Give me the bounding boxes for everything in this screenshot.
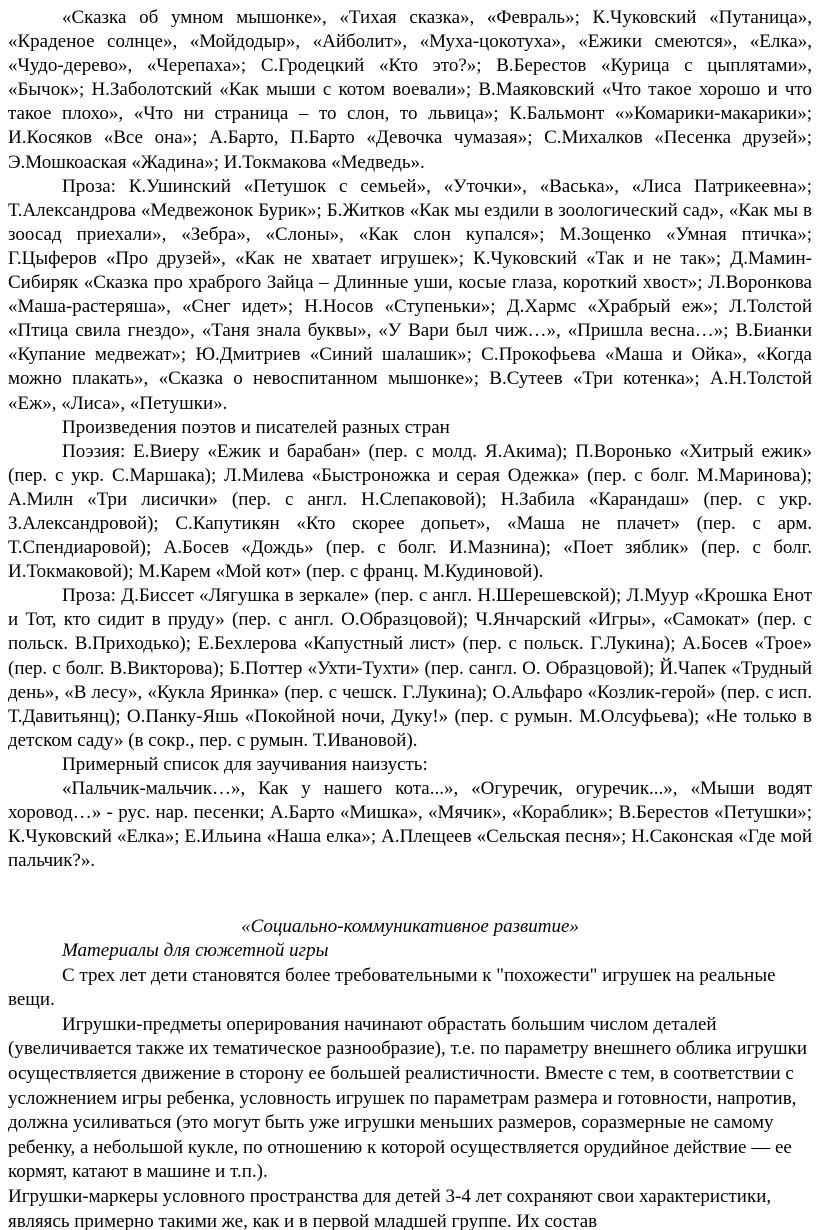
paragraph-memorize-list: «Пальчик-мальчик…», Как у нашего кота...», «Огуречик, огуречик...», «Мыши водят хоровод…» - рус. нар. песенки; А.Барто «Мишка», «Мячик», «Кораблик»; В.Берестов «Петушки»; К.Чуковский «Елка»; Е.Ильина «Наша елка»; А.Плещеев «Сельская песня»; Н.Саконская «Где мой пальчик?». xyxy=(8,778,812,872)
paragraph-foreign-prose: Проза: Д.Биссет «Лягушка в зеркале» (пер. с англ. Н.Шерешевской); Л.Муур «Крошка Енот и Тот, кто сидит в пруду» (пер. с англ. О.Образцовой); Ч.Янчарский «Игры», «Самокат» (пер. с польск. В.Приходько); Е.Бехлерова «Капустный лист» (пер. с польск. Г.Лукина); А.Босев «Трое» (пер. с болг. В.Викторова); Б.Поттер «Ухти-Тухти» (пер. сангл. О. Образцовой); Й.Чапек «Трудный день», «В лесу», «Кукла Яринка» (пер. с чешск. Г.Лукина); О.Альфаро «Козлик-герой» (пер. с исп. Т.Давитьянц); О.Панку-Яшь «Покойной ночи, Дуку!» (пер. с румын. М.Олсуфьева); «Не только в детском саду» (в сокр., пер. с румын. Т.Ивановой). xyxy=(8,585,812,751)
section-heading: «Социально-коммуникативное развитие» xyxy=(241,916,579,938)
paragraph-foreign-poetry: Поэзия: Е.Виеру «Ежик и барабан» (пер. с молд. Я.Акима); П.Воронько «Хитрый ежик» (пер. с укр. С.Маршака); Л.Милева «Быстроножка и серая Одежка» (пер. с болг. М.Маринова); А.Милн «Три лисички» (пер. с англ. Н.Слепаковой); Н.Забила «Карандаш» (пер. с укр. З.Александровой); С.Капутикян «Кто скорее допьет», «Маша не плачет» (пер. с арм. Т.Спендиаровой); А.Босев «Дождь» (пер. с болг. И.Мазнина); «Поет зяблик» (пер. с болг. И.Токмаковой); М.Карем «Мой кот» (пер. с франц. М.Кудиновой). xyxy=(8,440,812,583)
paragraph-prose-list: Проза: К.Ушинский «Петушок с семьей», «Уточки», «Васька», «Лиса Патрикеевна»; Т.Александрова «Медвежонок Бурик»; Б.Житков «Как мы ездили в зоологический сад», «Как мы в зоосад приехали», «Зебра», «Слоны», «Как слон купался»; М.Зощенко «Умная птичка»; Г.Цыферов «Про друзей», «Как не хватает игрушек»; К.Чуковский «Так и не так»; Д.Мамин-Сибиряк «Сказка про храброго Зайца – Длинные уши, косые глаза, короткий хвост»; Л.Воронкова «Маша-растеряша», «Снег идет»; Н.Носов «Ступеньки»; Д.Хармс «Храбрый еж»; Л.Толстой «Птица свила гнездо», «Таня знала буквы», «У Вари был чиж…», «Пришла весна…»; В.Бианки «Купание медвежат»; Ю.Дмитриев «Синий шалашик»; С.Прокофьева «Маша и Ойка», «Когда можно плакать», «Сказка о невоспитанном мышонке»; В.Сутеев «Три котенка»; А.Н.Толстой «Еж», «Лиса», «Петушки». xyxy=(8,175,812,414)
paragraph-poetry-list: «Сказка об умном мышонке», «Тихая сказка», «Февраль»; К.Чуковский «Путаница», «Краденое солнце», «Мойдодыр», «Айболит», «Муха-цокотуха», «Ежики смеются», «Елка», «Чудо-дерево», «Черепаха»; С.Гродецкий «Кто это?»; В.Берестов «Курица с цыплятами», «Бычок»; Н.Заболотский «Как мыши с котом воевали»; В.Маяковский «Что такое хорошо и что такое плохо», «Что ни страница – то слон, то львица»; К.Бальмонт «»Комарики-макарики»; И.Косяков «Все она»; А.Барто, П.Барто «Девочка чумазая»; С.Михалков «Песенка друзей»; Э.Мошкоаская «Жадина»; И.Токмакова «Медведь». xyxy=(8,7,812,173)
paragraph-realism: С трех лет дети становятся более требовательными к "похожести" игрушек на реальные вещи. xyxy=(8,964,776,1011)
paragraph-foreign-heading: Произведения поэтов и писателей разных стран xyxy=(62,416,450,438)
paragraph-toys-objects: Игрушки-предметы оперирования начинают обрастать большим числом деталей (увеличивается также их тематическое разнообразие), т.е. по параметру внешнего облика игрушки осуществляется движение в сторону ее большей реалистичности. Вместе с тем, в соответствии с усложнением игры ребенка, условность игрушек по параметрам размера и готовности, напротив, должна усиливаться (это могут быть уже игрушки меньших размеров, соразмерные не самому ребенку, а небольшой кукле, по отношению к которой осуществляется орудийное действие — ее кормят, катают в машине и т.п.). xyxy=(8,1013,808,1183)
paragraph-toys-markers: Игрушки-маркеры условного пространства для детей 3-4 лет сохраняют свои характеристики, являясь примерно такими же, как и в первой младшей группе. Их состав xyxy=(8,1185,772,1230)
section-spacer xyxy=(8,873,812,915)
paragraph-memorize-heading: Примерный список для заучивания наизусть: xyxy=(62,753,428,775)
subsection-heading: Материалы для сюжетной игры xyxy=(62,940,329,962)
